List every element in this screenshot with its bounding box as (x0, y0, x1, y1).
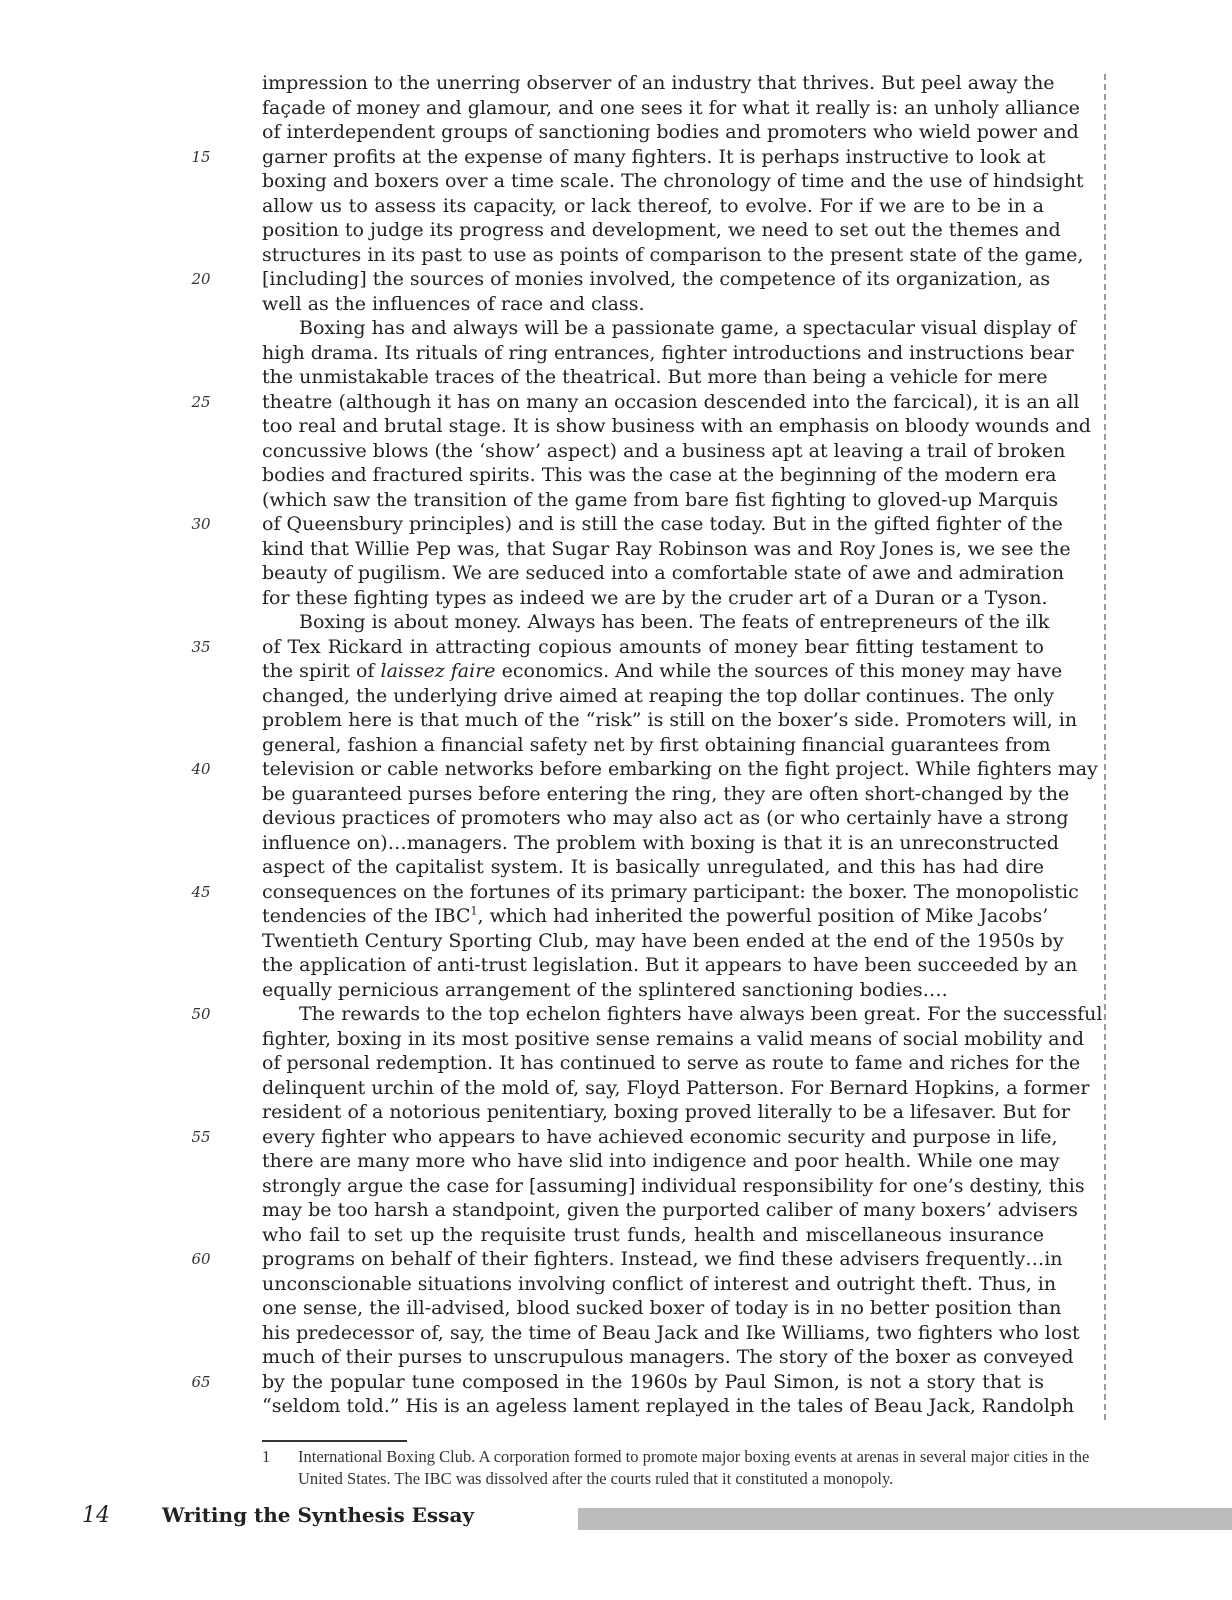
footnote-number: 1 (262, 1447, 271, 1466)
text-line: tendencies of the IBC$^1$, which had inherited the powerful position of Mike Jacobs’ (262, 904, 1049, 927)
line-number: 45 (191, 882, 211, 901)
text-line: strongly argue the case for [assuming] individual responsibility for one’s destiny, this (262, 1174, 1085, 1197)
text-line: who fail to set up the requisite trust funds, health and miscellaneous insurance (262, 1223, 1044, 1246)
text-line: too real and brutal stage. It is show business with an emphasis on bloody wounds and (262, 415, 1091, 437)
text-line: one sense, the ill-advised, blood sucked boxer of today is in no better position than (262, 1297, 1062, 1319)
text-line: allow us to assess its capacity, or lack thereof, to evolve. For if we are to be in a (262, 194, 1044, 217)
line-number: 20 (191, 270, 211, 288)
text-line: structures in its past to use as points of comparison to the present state of the game, (262, 243, 1084, 266)
text-line: unconscionable situations involving conflict of interest and outright theft. Thus, in (262, 1272, 1057, 1295)
text-line: impression to the unerring observer of an industry that thrives. But peel away the (262, 72, 1055, 94)
text-line: devious practices of promoters who may also act as (or who certainly have a strong (262, 807, 1069, 829)
text-line: of personal redemption. It has continued to serve as route to fame and riches for the (262, 1052, 1081, 1074)
text-line: high drama. Its rituals of ring entrances, fighter introductions and instructions bear (262, 341, 1074, 364)
text-line: by the popular tune composed in the 1960s by Paul Simon, is not a story that is (262, 1370, 1044, 1393)
text-line: concussive blows (the ‘show’ aspect) and a business apt at leaving a trail of broken (262, 439, 1066, 462)
line-number: 40 (191, 760, 211, 778)
text-line: the application of anti-trust legislation. But it appears to have been succeeded by an (262, 954, 1078, 976)
text-line: delinquent urchin of the mold of, say, Floyd Patterson. For Bernard Hopkins, a former (262, 1076, 1090, 1099)
text-line: beauty of pugilism. We are seduced into a comfortable state of awe and admiration (262, 562, 1065, 584)
text-line: general, fashion a financial safety net by first obtaining financial guarantees from (262, 733, 1051, 756)
text-line: programs on behalf of their fighters. Instead, we find these advisers frequently…in (262, 1248, 1063, 1270)
text-line: be guaranteed purses before entering the ring, they are often short-changed by the (262, 782, 1070, 805)
margin-rule (1104, 74, 1106, 1420)
text-line: kind that Willie Pep was, that Sugar Ray Robinson was and Roy Jones is, we see the (262, 537, 1071, 560)
text-line: façade of money and glamour, and one sees it for what it really is: an unholy alliance (262, 96, 1080, 119)
text-line: Boxing is about money. Always has been. The feats of entrepreneurs of the ilk (299, 611, 1050, 633)
text-line: fighter, boxing in its most positive sense remains a valid means of social mobility and (262, 1027, 1085, 1050)
line-number: 65 (191, 1372, 211, 1391)
text-line: [including] the sources of monies involved, the competence of its organization, as (262, 268, 1051, 290)
text-line: there are many more who have slid into indigence and poor health. While one may (262, 1150, 1060, 1172)
text-line: aspect of the capitalist system. It is basically unregulated, and this has had dire (262, 856, 1044, 878)
text-line: for these fighting types as indeed we are by the cruder art of a Duran or a Tyson. (262, 586, 1048, 609)
line-number: 25 (191, 392, 211, 411)
text-line: every fighter who appears to have achieved economic security and purpose in life, (262, 1125, 1058, 1148)
line-number: 55 (191, 1127, 211, 1146)
text-line: influence on)…managers. The problem with boxing is that it is an unreconstructed (262, 831, 1059, 854)
text-line: of Queensbury principles) and is still the case today. But in the gifted fighter of the (262, 513, 1063, 535)
text-line: problem here is that much of the “risk” is still on the boxer’s side. Promoters will, in (262, 709, 1078, 731)
text-line: of interdependent groups of sanctioning bodies and promoters who wield power and (262, 121, 1079, 143)
footnote-text: International Boxing Club. A corporation formed to promote major boxing events at arenas in several major cities in the United States. The IBC was dissolved after the courts ruled that it constituted a monopoly. (298, 1447, 1090, 1488)
text-line: equally pernicious arrangement of the splintered sanctioning bodies…. (262, 978, 948, 1001)
text-line: Twentieth Century Sporting Club, may have been ended at the end of the 1950s by (262, 929, 1064, 952)
text-line: the spirit of laissez faire economics. And while the sources of this money may have (262, 660, 1063, 682)
text-line: of Tex Rickard in attracting copious amounts of money bear fitting testament to (262, 635, 1044, 658)
text-line: The rewards to the top echelon fighters have always been great. For the successful (299, 1003, 1103, 1025)
page-number: 14 (82, 1503, 110, 1528)
text-line: consequences on the fortunes of its primary participant: the boxer. The monopolistic (262, 880, 1079, 903)
essay-text (262, 71, 1103, 1419)
text-line: resident of a notorious penitentiary, boxing proved literally to be a lifesaver. But for (262, 1101, 1070, 1123)
line-number: 30 (191, 515, 211, 533)
text-line: bodies and fractured spirits. This was the case at the beginning of the modern era (262, 464, 1057, 486)
text-line: may be too harsh a standpoint, given the purported caliber of many boxers’ advisers (262, 1199, 1078, 1221)
text-line: the unmistakable traces of the theatrical. But more than being a vehicle for mere (262, 366, 1048, 388)
text-line: changed, the underlying drive aimed at reaping the top dollar continues. The only (262, 684, 1054, 707)
text-line: theatre (although it has on many an occasion descended into the farcical), it is an all (262, 390, 1080, 413)
text-line: “seldom told.” His is an ageless lament replayed in the tales of Beau Jack, Randolph (262, 1395, 1075, 1417)
line-number: 35 (191, 637, 211, 656)
text-line: much of their purses to unscrupulous managers. The story of the boxer as conveyed (262, 1346, 1074, 1368)
line-number: 50 (191, 1005, 211, 1023)
footer-bar (578, 1508, 1232, 1530)
text-line: position to judge its progress and development, we need to set out the themes and (262, 219, 1061, 241)
running-footer-title: Writing the Synthesis Essay (162, 1503, 475, 1527)
text-line: his predecessor of, say, the time of Beau Jack and Ike Williams, two fighters who lost (262, 1321, 1080, 1344)
text-line: well as the influences of race and class. (262, 292, 645, 315)
text-line: television or cable networks before embarking on the fight project. While fighters may (262, 758, 1098, 780)
text-line: (which saw the transition of the game from bare fist fighting to gloved-up Marquis (262, 488, 1059, 511)
text-line: Boxing has and always will be a passionate game, a spectacular visual display of (299, 317, 1077, 339)
text-line: garner profits at the expense of many fighters. It is perhaps instructive to look at (262, 145, 1046, 168)
footnote (262, 1446, 1112, 1490)
text-line: boxing and boxers over a time scale. The chronology of time and the use of hindsight (262, 170, 1084, 192)
line-number: 60 (191, 1250, 211, 1268)
line-number: 15 (191, 147, 211, 166)
footnote-rule (262, 1440, 407, 1442)
